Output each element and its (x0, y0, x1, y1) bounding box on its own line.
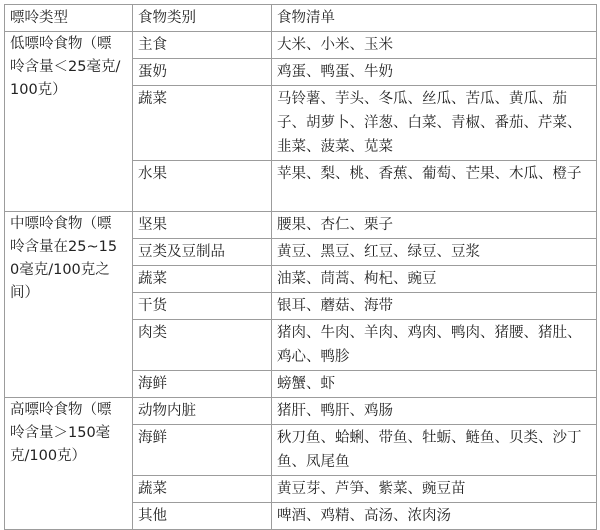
category-cell: 肉类 (133, 320, 272, 371)
category-cell: 蔬菜 (133, 476, 272, 503)
header-food-category: 食物类别 (133, 5, 272, 32)
header-row (5, 5, 597, 32)
table-row (5, 398, 597, 425)
items-cell: 银耳、蘑菇、海带 (272, 293, 597, 320)
level-medium-purine: 中嘌呤食物（嘌呤含量在25~150毫克/100克之间） (5, 212, 133, 398)
level-low-purine: 低嘌呤食物（嘌呤含量＜25毫克/100克） (5, 32, 133, 212)
items-cell: 猪肉、牛肉、羊肉、鸡肉、鸭肉、猪腰、猪肚、鸡心、鸭胗 (272, 320, 597, 371)
items-cell: 大米、小米、玉米 (272, 32, 597, 59)
purine-food-table (4, 4, 597, 530)
category-cell: 海鲜 (133, 425, 272, 476)
category-cell: 蛋奶 (133, 59, 272, 86)
category-cell: 动物内脏 (133, 398, 272, 425)
header-food-list: 食物清单 (272, 5, 597, 32)
category-cell: 蔬菜 (133, 266, 272, 293)
category-cell: 蔬菜 (133, 86, 272, 161)
items-cell: 猪肝、鸭肝、鸡肠 (272, 398, 597, 425)
table-row (5, 212, 597, 239)
table-row (5, 32, 597, 59)
items-cell: 秋刀鱼、蛤蜊、带鱼、牡蛎、鲢鱼、贝类、沙丁鱼、凤尾鱼 (272, 425, 597, 476)
category-cell: 其他 (133, 503, 272, 530)
items-cell: 啤酒、鸡精、高汤、浓肉汤 (272, 503, 597, 530)
items-cell: 黄豆芽、芦笋、紫菜、豌豆苗 (272, 476, 597, 503)
category-cell: 干货 (133, 293, 272, 320)
items-cell: 苹果、梨、桃、香蕉、葡萄、芒果、木瓜、橙子 (272, 161, 597, 212)
header-purine-type: 嘌呤类型 (5, 5, 133, 32)
items-cell: 黄豆、黑豆、红豆、绿豆、豆浆 (272, 239, 597, 266)
category-cell: 豆类及豆制品 (133, 239, 272, 266)
level-high-purine: 高嘌呤食物（嘌呤含量＞150毫克/100克） (5, 398, 133, 530)
items-cell: 马铃薯、芋头、冬瓜、丝瓜、苦瓜、黄瓜、茄子、胡萝卜、洋葱、白菜、青椒、番茄、芹菜、韭菜、菠菜、苋菜 (272, 86, 597, 161)
items-cell: 腰果、杏仁、栗子 (272, 212, 597, 239)
category-cell: 坚果 (133, 212, 272, 239)
items-cell: 油菜、茼蒿、枸杞、豌豆 (272, 266, 597, 293)
items-cell: 螃蟹、虾 (272, 371, 597, 398)
category-cell: 水果 (133, 161, 272, 212)
items-cell: 鸡蛋、鸭蛋、牛奶 (272, 59, 597, 86)
category-cell: 主食 (133, 32, 272, 59)
category-cell: 海鲜 (133, 371, 272, 398)
